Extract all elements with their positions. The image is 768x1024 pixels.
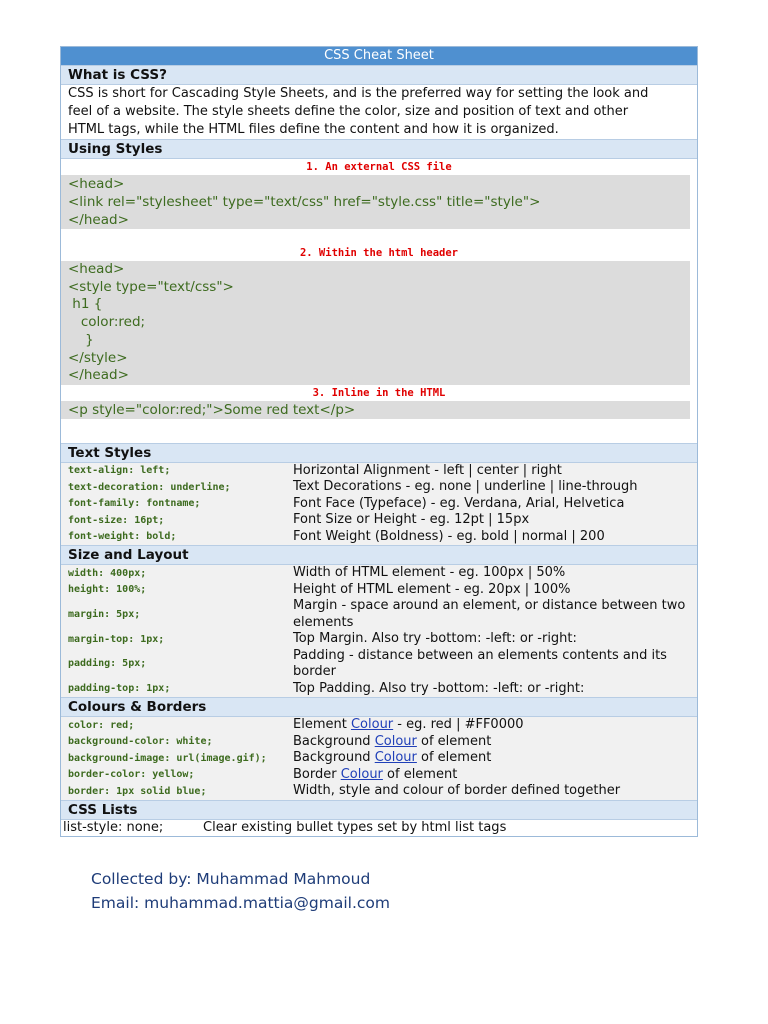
code-line: </style> xyxy=(68,349,128,366)
section-heading-using-styles: Using Styles xyxy=(61,139,697,159)
property-name: text-align: left; xyxy=(68,465,171,477)
property-description: Top Margin. Also try -bottom: -left: or -right: xyxy=(293,631,577,647)
property-description: Height of HTML element - eg. 20px | 100% xyxy=(293,581,571,597)
table-row xyxy=(61,463,697,480)
colour-link[interactable]: Colour xyxy=(340,766,383,782)
desc-text: Element xyxy=(293,717,351,733)
desc-text: of element xyxy=(382,766,458,782)
property-name: font-size: 16pt; xyxy=(68,514,165,526)
code-line: color:red; xyxy=(68,314,146,331)
section-heading-css-lists: CSS Lists xyxy=(61,800,697,820)
code-line: <head> xyxy=(68,261,125,277)
what-line: feel of a website. The style sheets define the color, size and position of text and other xyxy=(68,104,629,119)
code-within-header xyxy=(61,261,690,385)
table-row xyxy=(61,565,697,582)
code-line: <head> xyxy=(68,176,125,192)
property-description: Font Face (Typeface) - eg. Verdana, Arial, Helvetica xyxy=(293,495,625,511)
property-description xyxy=(293,750,697,767)
property-name: border: 1px solid blue; xyxy=(68,785,207,797)
property-description: Horizontal Alignment - left | center | right xyxy=(293,462,562,478)
property-name: margin: 5px; xyxy=(68,608,141,620)
table-row xyxy=(61,734,697,751)
code-line: h1 { xyxy=(68,296,103,313)
spacer xyxy=(61,229,697,245)
property-name: background-color: white; xyxy=(68,736,213,748)
sheet-title: CSS Cheat Sheet xyxy=(61,47,697,65)
table-row xyxy=(61,512,697,529)
desc-text: of element xyxy=(416,750,492,766)
section-heading-size-layout: Size and Layout xyxy=(61,545,697,565)
table-row xyxy=(61,820,697,836)
table-row xyxy=(61,767,697,784)
caption-external-css: 1. An external CSS file xyxy=(306,161,452,173)
property-name: width: 400px; xyxy=(68,567,147,579)
section-heading-what-is-css: What is CSS? xyxy=(61,65,697,85)
caption-within-header: 2. Within the html header xyxy=(299,247,459,259)
property-name: font-family: fontname; xyxy=(68,498,201,510)
table-row xyxy=(61,598,697,631)
property-name: padding-top: 1px; xyxy=(68,683,171,695)
colour-link[interactable]: Colour xyxy=(374,750,417,766)
property-description: Text Decorations - eg. none | underline | line-through xyxy=(293,479,638,495)
desc-text: of element xyxy=(416,733,492,749)
caption-inline-html: 3. Inline in the HTML xyxy=(312,386,446,399)
spacer xyxy=(61,435,697,443)
property-description: Top Padding. Also try -bottom: -left: or -right: xyxy=(293,680,585,696)
code-inline-html: <p style="color:red;">Some red text</p> xyxy=(61,401,690,419)
table-row xyxy=(61,681,697,698)
property-description xyxy=(293,717,697,734)
what-line: CSS is short for Cascading Style Sheets, and is the preferred way for setting the look and xyxy=(68,86,649,101)
colour-link[interactable]: Colour xyxy=(374,733,417,749)
property-description: Font Weight (Boldness) - eg. bold | normal | 200 xyxy=(293,528,605,544)
section-heading-colours-borders: Colours & Borders xyxy=(61,697,697,717)
spacer xyxy=(61,419,697,435)
property-description: Font Size or Height - eg. 12pt | 15px xyxy=(293,512,530,528)
email-line: Email: muhammad.mattia@gmail.com xyxy=(91,894,390,912)
property-name: border-color: yellow; xyxy=(68,769,195,781)
table-row xyxy=(61,582,697,599)
collected-by: Collected by: Muhammad Mahmoud xyxy=(91,870,371,888)
section-heading-text-styles: Text Styles xyxy=(61,443,697,463)
property-name: margin-top: 1px; xyxy=(68,633,165,645)
table-row xyxy=(61,717,697,734)
code-line: <style type="text/css"> xyxy=(68,278,234,295)
property-description: Padding - distance between an elements contents and its border xyxy=(293,647,667,680)
table-row xyxy=(61,479,697,496)
table-row xyxy=(61,529,697,546)
code-line: } xyxy=(68,331,94,348)
table-row xyxy=(61,783,697,800)
what-is-css-text xyxy=(61,85,697,139)
table-row xyxy=(61,648,697,681)
desc-text: - eg. red | #FF0000 xyxy=(393,717,524,733)
colour-link[interactable]: Colour xyxy=(350,717,394,733)
what-line: HTML tags, while the HTML files define the content and how it is organized. xyxy=(68,122,559,137)
desc-text: Border xyxy=(293,766,341,782)
code-external-css xyxy=(61,175,690,229)
code-line: </head> xyxy=(68,367,129,384)
table-row xyxy=(61,631,697,648)
size-layout-table xyxy=(61,565,697,697)
property-description: Margin - space around an element, or distance between two elements xyxy=(293,598,686,630)
property-name: color: red; xyxy=(68,719,135,731)
desc-text: Background xyxy=(293,750,375,766)
property-description: Width, style and colour of border defined together xyxy=(293,783,621,799)
property-name: list-style: none; xyxy=(63,819,164,835)
property-description xyxy=(293,767,697,784)
cheat-sheet xyxy=(60,46,698,837)
property-name: font-weight: bold; xyxy=(68,531,177,543)
property-description: Clear existing bullet types set by html list tags xyxy=(203,819,507,835)
property-name: padding: 5px; xyxy=(68,658,147,670)
text-styles-table xyxy=(61,463,697,546)
code-line: </head> xyxy=(68,212,129,228)
property-description xyxy=(293,734,697,751)
table-row xyxy=(61,496,697,513)
colours-table xyxy=(61,717,697,800)
desc-text: Background xyxy=(293,733,375,749)
table-row xyxy=(61,750,697,767)
code-line: <link rel="stylesheet" type="text/css" href="style.css" title="style"> xyxy=(68,194,541,210)
property-name: height: 100%; xyxy=(68,584,147,596)
property-name: text-decoration: underline; xyxy=(68,481,231,493)
property-description: Width of HTML element - eg. 100px | 50% xyxy=(293,565,566,581)
property-name: background-image: url(image.gif); xyxy=(68,752,267,764)
